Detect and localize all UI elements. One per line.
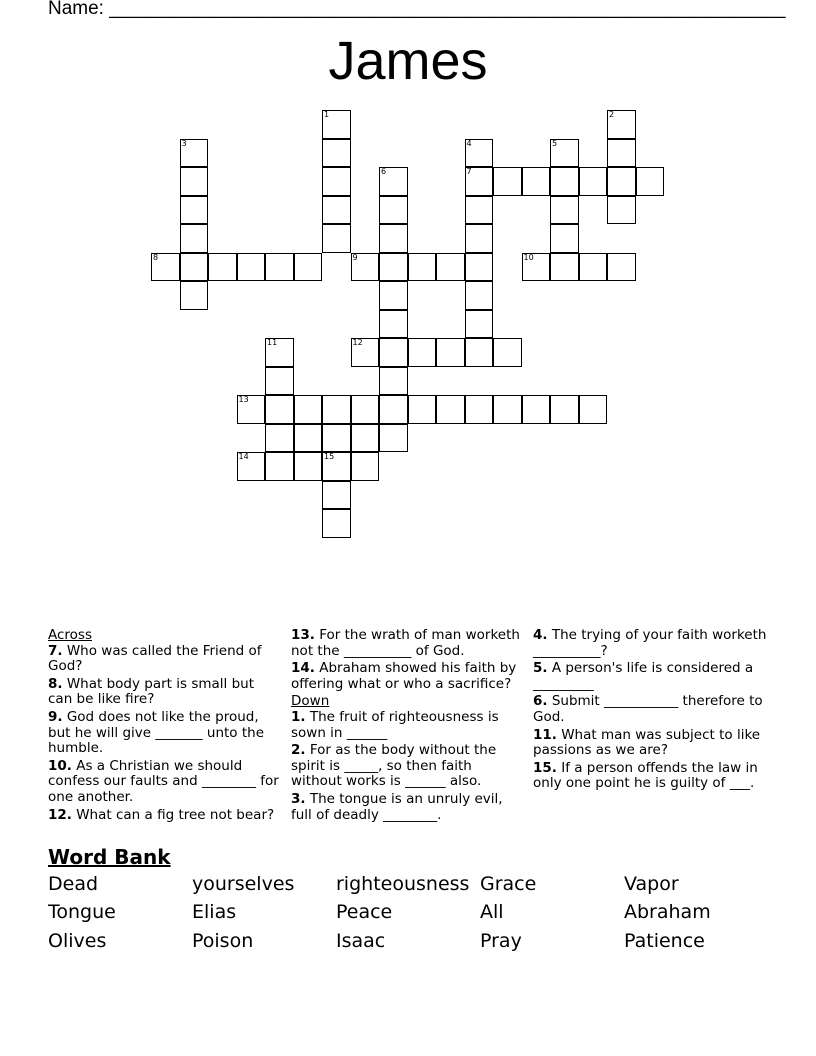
clue-text: What can a fig tree not bear?	[71, 806, 275, 823]
crossword-cell[interactable]	[465, 338, 494, 367]
crossword-cell[interactable]	[322, 509, 351, 538]
clue-number: 3	[181, 138, 187, 148]
clue-text: Abraham showed his faith by offering what or who a sacrifice?	[291, 660, 517, 692]
crossword-cell[interactable]	[351, 253, 380, 282]
crossword-cell[interactable]	[294, 253, 323, 282]
crossword-cell[interactable]	[151, 253, 180, 282]
crossword-cell[interactable]	[351, 338, 380, 367]
clue-number: 10	[523, 252, 534, 262]
clue-number: 14.	[291, 660, 315, 677]
clue-text: Who was called the Friend of God?	[48, 642, 262, 675]
clue-number: 5.	[533, 660, 548, 677]
clue-text: For the wrath of man worketh not the __________ of God.	[291, 627, 520, 659]
crossword-cell[interactable]	[180, 196, 209, 225]
crossword-cell[interactable]	[579, 395, 608, 424]
clue-item	[48, 644, 280, 675]
clue-text: The trying of your faith worketh __________?	[533, 627, 767, 659]
page-title: James	[328, 31, 488, 91]
crossword-cell[interactable]	[465, 395, 494, 424]
crossword-cell[interactable]	[265, 452, 294, 481]
crossword-cell[interactable]	[607, 167, 636, 196]
crossword-cell[interactable]	[379, 338, 408, 367]
clue-number: 1	[324, 110, 330, 119]
crossword-cell[interactable]	[379, 224, 408, 253]
word-bank-word: Vapor	[624, 873, 679, 895]
crossword-cell[interactable]	[493, 395, 522, 424]
crossword-cell[interactable]	[322, 110, 351, 139]
crossword-cell[interactable]	[607, 196, 636, 225]
clue-number: 11.	[533, 726, 557, 743]
word-bank-word: Isaac	[336, 930, 386, 952]
clue-text: The fruit of righteousness is sown in ______	[291, 708, 499, 741]
crossword-cell[interactable]	[294, 452, 323, 481]
crossword-cell[interactable]	[465, 167, 494, 196]
name-field-label: Name: ________________________________________________________________	[48, 0, 786, 19]
crossword-cell[interactable]	[607, 110, 636, 139]
crossword-cell[interactable]	[180, 224, 209, 253]
crossword-cell[interactable]	[579, 253, 608, 282]
clue-item	[291, 710, 523, 741]
clue-item	[533, 661, 773, 692]
word-bank-word: Pray	[480, 930, 522, 952]
clue-number: 13	[238, 395, 249, 404]
crossword-cell[interactable]	[379, 424, 408, 453]
clue-text: If a person offends the law in only one point he is guilty of ___.	[533, 759, 758, 792]
clue-number: 6.	[533, 693, 548, 710]
crossword-cell[interactable]	[408, 338, 437, 367]
word-bank-word: Poison	[192, 930, 254, 952]
clue-number: 1.	[291, 708, 306, 725]
crossword-cell[interactable]	[322, 424, 351, 453]
crossword-cell[interactable]	[579, 167, 608, 196]
crossword-cell[interactable]	[322, 167, 351, 196]
crossword-cell[interactable]	[465, 310, 494, 339]
clue-number: 14	[238, 452, 249, 461]
crossword-cell[interactable]	[265, 367, 294, 396]
word-bank-title: Word Bank	[48, 845, 171, 869]
crossword-cell[interactable]	[550, 253, 579, 282]
clue-item	[291, 661, 523, 692]
crossword-cell[interactable]	[237, 452, 266, 481]
clue-number: 15.	[533, 759, 557, 776]
clue-item	[533, 628, 773, 659]
crossword-cell[interactable]	[379, 253, 408, 282]
crossword-cell[interactable]	[265, 395, 294, 424]
down-heading: Down	[291, 693, 330, 710]
word-bank-word: All	[480, 901, 504, 923]
crossword-cell[interactable]	[636, 167, 665, 196]
clue-number: 3.	[291, 790, 306, 807]
clue-column-1	[48, 628, 280, 825]
clue-number: 2	[609, 110, 615, 119]
crossword-cell[interactable]	[180, 281, 209, 310]
clue-text: What body part is small but can be like fire?	[48, 675, 254, 708]
clue-number: 8	[153, 252, 159, 262]
clue-number: 12	[352, 338, 363, 347]
clue-item	[291, 743, 523, 790]
clue-number: 13.	[291, 627, 315, 643]
word-bank-word: righteousness	[336, 873, 470, 895]
clue-number: 6	[381, 167, 387, 176]
crossword-cell[interactable]	[322, 452, 351, 481]
crossword-cell[interactable]	[436, 338, 465, 367]
crossword-cell[interactable]	[493, 338, 522, 367]
clue-item	[48, 677, 280, 708]
clue-item	[291, 792, 523, 823]
word-bank-word: Patience	[624, 930, 705, 952]
word-bank-word: Abraham	[624, 901, 711, 923]
crossword-cell[interactable]	[408, 395, 437, 424]
clue-item	[48, 710, 280, 757]
crossword-cell[interactable]	[265, 338, 294, 367]
crossword-cell[interactable]	[607, 139, 636, 168]
crossword-cell[interactable]	[465, 281, 494, 310]
crossword-cell[interactable]	[208, 253, 237, 282]
crossword-cell[interactable]	[180, 253, 209, 282]
word-bank-word: Peace	[336, 901, 393, 923]
crossword-cell[interactable]	[550, 167, 579, 196]
crossword-cell[interactable]	[265, 253, 294, 282]
crossword-cell[interactable]	[322, 224, 351, 253]
word-bank-word: Olives	[48, 930, 107, 952]
clue-number: 8.	[48, 675, 63, 692]
crossword-cell[interactable]	[550, 224, 579, 253]
crossword-cell[interactable]	[436, 395, 465, 424]
clue-number: 4.	[533, 627, 548, 643]
crossword-cell[interactable]	[379, 367, 408, 396]
clue-column-3	[533, 628, 773, 794]
crossword-cell[interactable]	[351, 424, 380, 453]
word-bank-word: Elias	[192, 901, 237, 923]
crossword-cell[interactable]	[379, 310, 408, 339]
crossword-cell[interactable]	[322, 139, 351, 168]
clue-item	[48, 808, 280, 824]
clue-text: For as the body without the spirit is _____, so then faith without works is ______ also.	[291, 742, 497, 790]
clue-item	[533, 728, 773, 759]
crossword-cell[interactable]	[180, 139, 209, 168]
clue-number: 7.	[48, 642, 63, 659]
crossword-cell[interactable]	[180, 167, 209, 196]
crossword-cell[interactable]	[379, 167, 408, 196]
clue-number: 11	[267, 338, 278, 347]
across-heading: Across	[48, 627, 93, 643]
crossword-cell[interactable]	[351, 452, 380, 481]
clue-number: 10.	[48, 757, 72, 774]
crossword-cell[interactable]	[436, 253, 465, 282]
clue-text: God does not like the proud, but he will give _______ unto the humble.	[48, 708, 265, 757]
clue-number: 5	[552, 138, 558, 148]
clue-number: 9.	[48, 708, 63, 725]
clue-number: 4	[466, 138, 472, 148]
clue-text: Submit ___________ therefore to God.	[533, 693, 763, 725]
clue-number: 15	[324, 452, 335, 461]
crossword-cell[interactable]	[465, 224, 494, 253]
crossword-cell[interactable]	[294, 395, 323, 424]
crossword-cell[interactable]	[607, 253, 636, 282]
crossword-cell[interactable]	[465, 196, 494, 225]
clue-item	[291, 628, 523, 659]
clue-number: 2.	[291, 742, 306, 759]
word-bank-word: yourselves	[192, 873, 295, 895]
crossword-cell[interactable]	[522, 167, 551, 196]
crossword-cell[interactable]	[493, 167, 522, 196]
crossword-cell[interactable]	[351, 395, 380, 424]
word-bank-word: Tongue	[48, 901, 116, 923]
crossword-cell[interactable]	[322, 395, 351, 424]
clue-text: A person's life is considered a _________	[533, 660, 754, 692]
clue-item	[533, 694, 773, 725]
clue-item	[533, 761, 773, 792]
clue-text: As a Christian we should confess our faults and ________ for one another.	[48, 757, 279, 805]
clue-item	[48, 759, 280, 806]
crossword-cell[interactable]	[322, 196, 351, 225]
word-bank-word: Dead	[48, 873, 99, 895]
crossword-cell[interactable]	[550, 196, 579, 225]
crossword-cell[interactable]	[379, 395, 408, 424]
crossword-cell[interactable]	[379, 281, 408, 310]
clue-text: What man was subject to like passions as we are?	[533, 726, 761, 759]
clue-number: 9	[352, 252, 358, 262]
clue-number: 12.	[48, 806, 72, 823]
crossword-cell[interactable]	[294, 424, 323, 453]
crossword-cell[interactable]	[408, 253, 437, 282]
crossword-cell[interactable]	[265, 424, 294, 453]
crossword-cell[interactable]	[237, 395, 266, 424]
word-bank-word: Grace	[480, 873, 537, 895]
crossword-cell[interactable]	[550, 139, 579, 168]
clue-text: The tongue is an unruly evil, full of deadly ________.	[291, 790, 503, 823]
crossword-cell[interactable]	[465, 253, 494, 282]
crossword-cell[interactable]	[465, 139, 494, 168]
crossword-cell[interactable]	[522, 253, 551, 282]
crossword-cell[interactable]	[322, 481, 351, 510]
crossword-cell[interactable]	[550, 395, 579, 424]
crossword-cell[interactable]	[237, 253, 266, 282]
crossword-cell[interactable]	[379, 196, 408, 225]
crossword-cell[interactable]	[522, 395, 551, 424]
clue-number: 7	[466, 167, 472, 176]
clue-column-2	[291, 628, 523, 825]
